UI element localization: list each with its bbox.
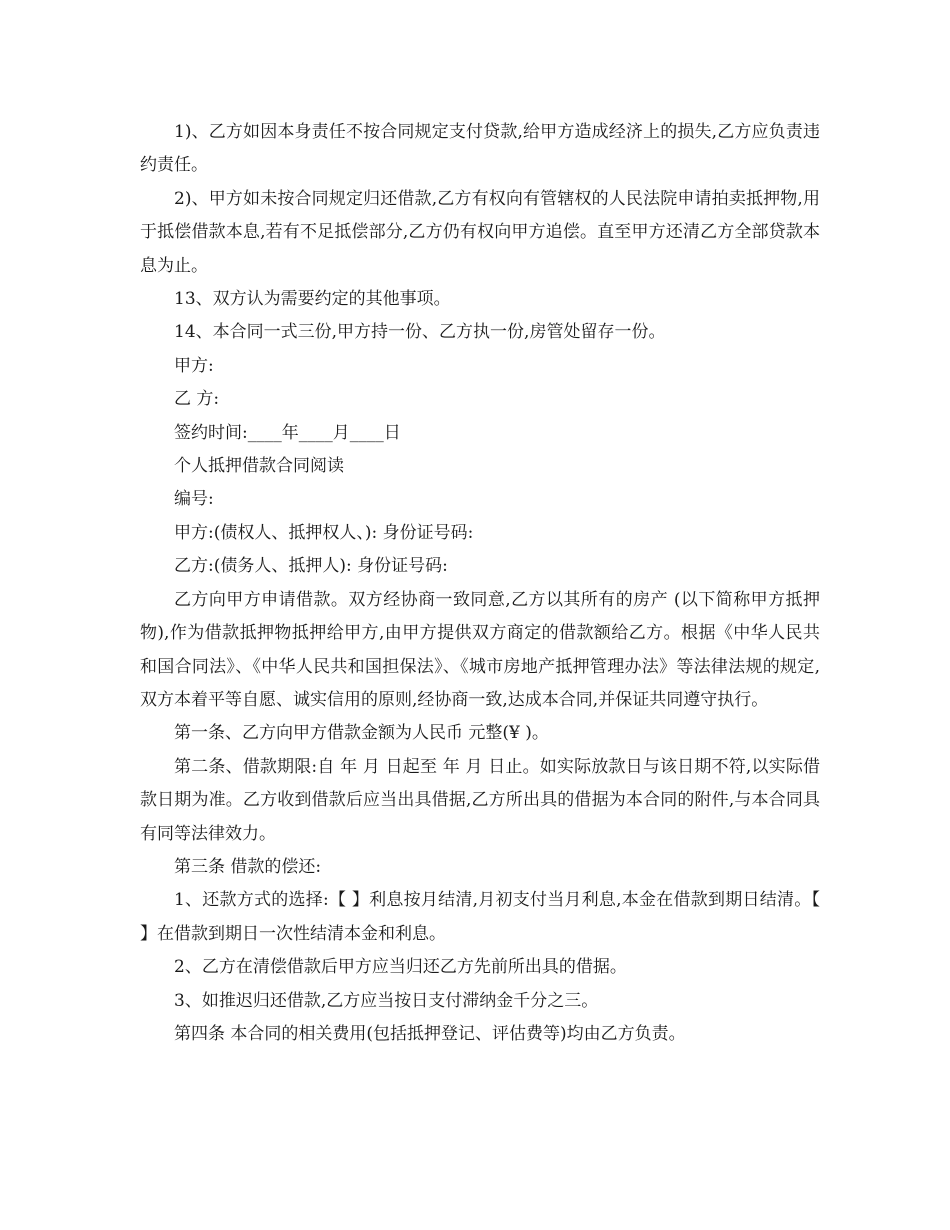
article-2-term: 第二条、借款期限:自 年 月 日起至 年 月 日止。如实际放款日与该日期不符,以实际借款日期为准。乙方收到借款后应当出具借据,乙方所出具的借据为本合同的附件,与本合同具有同等法律效力。 (140, 756, 820, 844)
article-3-item-3: 3、如推迟归还借款,乙方应当按日支付滞纳金千分之三。 (174, 990, 599, 1011)
clause-1-liability: 1)、乙方如因本身责任不按合同规定支付贷款,给甲方造成经济上的损失,乙方应负责违约责任。 (140, 122, 820, 176)
document-body (140, 116, 820, 1051)
clause-14-copies: 14、本合同一式三份,甲方持一份、乙方执一份,房管处留存一份。 (174, 322, 666, 343)
signing-date-line: 签约时间:____年____月____日 (174, 422, 401, 443)
preamble-paragraph: 乙方向甲方申请借款。双方经协商一致同意,乙方以其所有的房产 (以下简称甲方抵押物),作为借款抵押物抵押给甲方,由甲方提供双方商定的借款额给乙方。根据《中华人民共和国合同法》、《中华人民共和国担保法》、《城市房地产抵押管理办法》等法律法规的规定,双方本着平等自愿、诚实信用的原则,经协商一致,达成本合同,并保证共同遵守执行。 (140, 589, 820, 710)
clause-13-other-matters: 13、双方认为需要约定的其他事项。 (174, 289, 451, 310)
article-1-amount: 第一条、乙方向甲方借款金额为人民币 元整(¥ )。 (174, 723, 549, 744)
party-a-info-line: 甲方:(债权人、抵押权人、): 身份证号码: (174, 522, 474, 543)
party-b-signature-line: 乙 方: (174, 389, 220, 410)
article-4-fees: 第四条 本合同的相关费用(包括抵押登记、评估费等)均由乙方负责。 (174, 1023, 686, 1044)
contract-title: 个人抵押借款合同阅读 (174, 456, 344, 477)
clause-2-auction: 2)、甲方如未按合同规定归还借款,乙方有权向有管辖权的人民法院申请拍卖抵押物,用于抵偿借款本息,若有不足抵偿部分,乙方仍有权向甲方追偿。直至甲方还清乙方全部贷款本息为止。 (140, 188, 820, 276)
party-a-signature-line: 甲方: (174, 355, 214, 376)
contract-number-line: 编号: (174, 489, 214, 510)
article-3-item-2: 2、乙方在清偿借款后甲方应当归还乙方先前所出具的借据。 (174, 957, 627, 978)
party-b-info-line: 乙方:(债务人、抵押人): 身份证号码: (174, 556, 448, 577)
article-3-heading: 第三条 借款的偿还: (174, 856, 322, 877)
article-3-item-1: 1、还款方式的选择:【 】利息按月结清,月初支付当月利息,本金在借款到期日结清。【 】在借款到期日一次性结清本金和利息。 (140, 890, 820, 944)
